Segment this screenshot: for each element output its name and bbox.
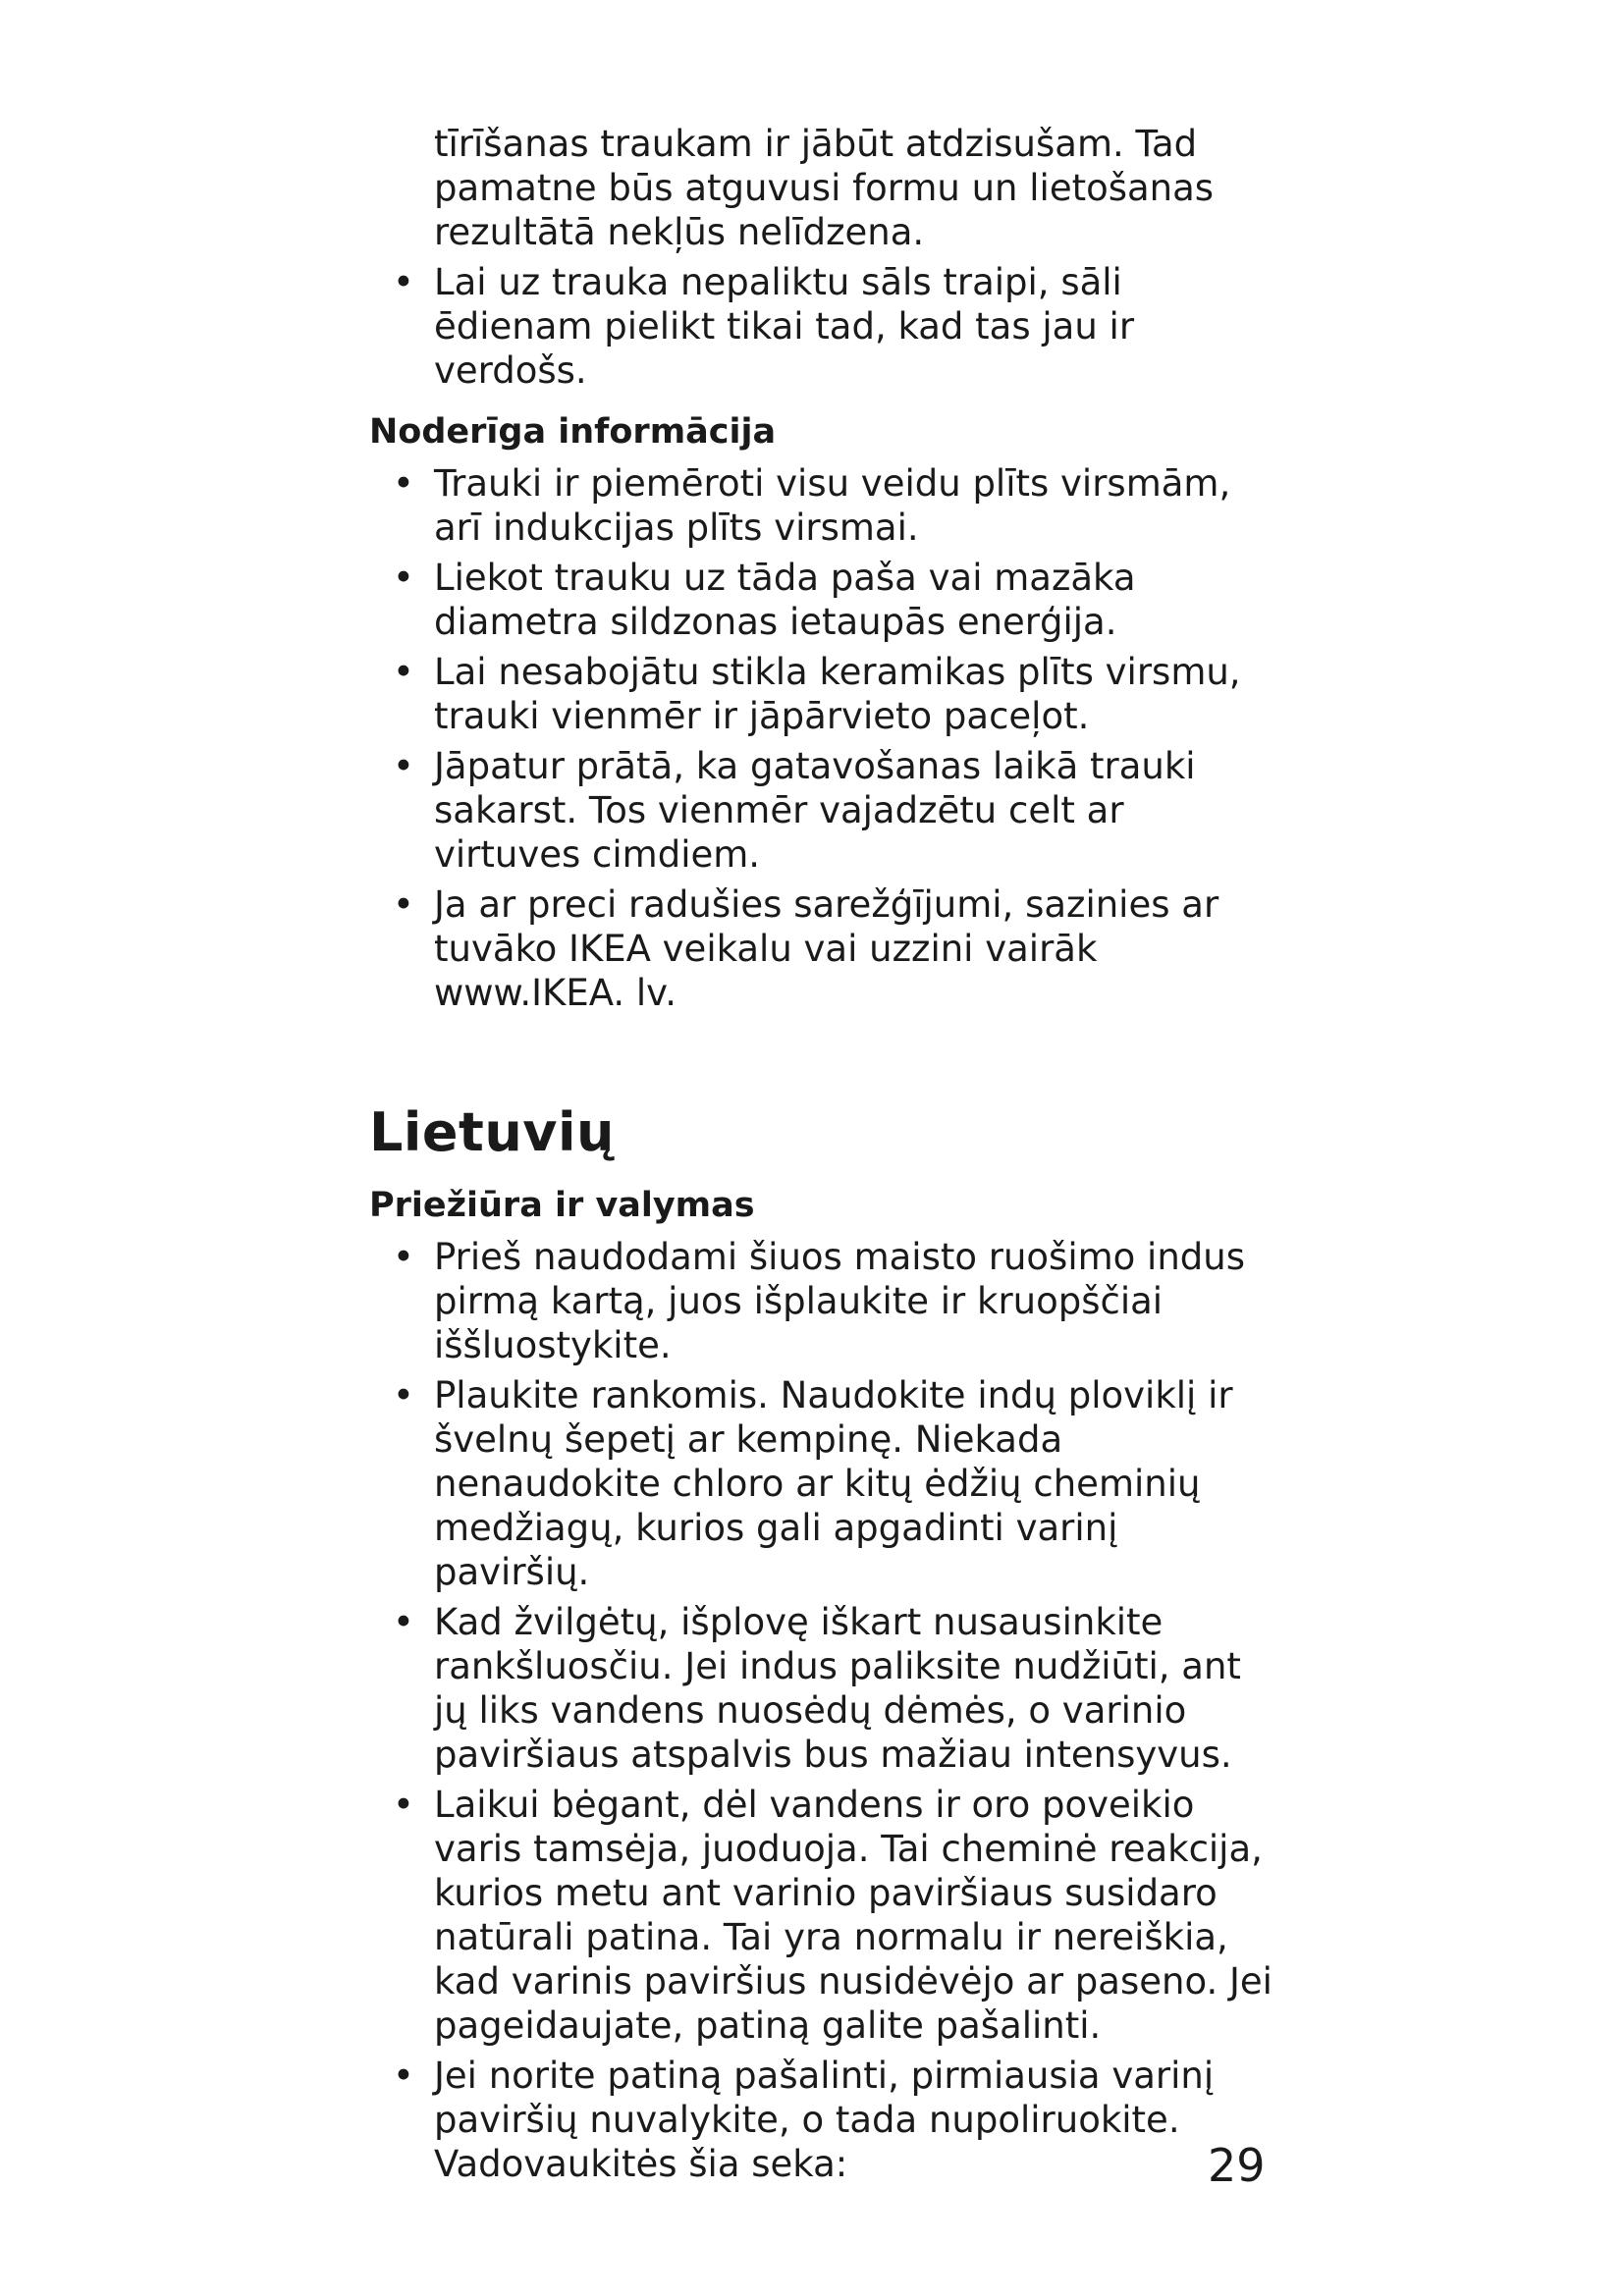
list-item (369, 1373, 1272, 1594)
list-item-text: Liekot trauku uz tāda paša vai mazāka diametra sildzonas ietaupās enerģija. (434, 557, 1136, 643)
lv-care-tail-list (369, 260, 1272, 393)
lt-language-heading: Lietuvių (369, 1101, 615, 1163)
document-page (369, 122, 1272, 2192)
list-item (369, 650, 1272, 738)
list-item (369, 1235, 1272, 1367)
bullet-icon: • (393, 2055, 414, 2097)
bullet-icon: • (393, 883, 414, 926)
list-item (369, 260, 1272, 393)
list-item (369, 556, 1272, 644)
bullet-icon: • (393, 1784, 414, 1826)
list-item-text: Jāpatur prātā, ka gatavošanas laikā trauki sakarst. Tos vienmēr vajadzētu celt ar virtuves cimdiem. (434, 745, 1196, 876)
bullet-icon: • (393, 745, 414, 787)
list-item-text: Jei norite patiną pašalinti, pirmiausia varinį paviršių nuvalykite, o tada nupoliruokite. Vadovaukitės šia seka: (434, 2055, 1215, 2185)
lv-useful-info-heading: Noderīga informācija (369, 412, 777, 452)
bullet-icon: • (393, 557, 414, 599)
list-item-text: Laikui bėgant, dėl vandens ir oro poveikio varis tamsėja, juoduoja. Tai cheminė reakcija, kurios metu ant varinio paviršiaus susidaro natūrali patina. Tai yra normalu ir nereiškia, kad varinis paviršius nusidėvėjo ar paseno. Jei pageidaujate, patiną galite pašalinti. (434, 1784, 1272, 2047)
list-item-text: Prieš naudodami šiuos maisto ruošimo indus pirmą kartą, juos išplaukite ir kruopščiai iššluostykite. (434, 1236, 1245, 1366)
bullet-icon: • (393, 261, 414, 303)
list-item-text: Kad žvilgėtų, išplovę iškart nusausinkite rankšluosčiu. Jei indus paliksite nudžiūti, ant jų liks vandens nuosėdų dėmės, o varinio paviršiaus atspalvis bus mažiau intensyvus. (434, 1601, 1241, 1776)
lt-care-heading: Priežiūra ir valymas (369, 1186, 755, 1225)
list-item-text: Plaukite rankomis. Naudokite indų ploviklį ir švelnų šepetį ar kempinę. Niekada nenaudokite chloro ar kitų ėdžių cheminių medžiagų, kurios gali apgadinti varinį paviršių. (434, 1374, 1233, 1593)
list-item (369, 461, 1272, 550)
bullet-icon: • (393, 1236, 414, 1278)
list-item-text: Lai nesabojātu stikla keramikas plīts virsmu, trauki vienmēr ir jāpārvieto paceļot. (434, 651, 1241, 737)
list-item (369, 882, 1272, 1015)
lt-care-list (369, 1235, 1272, 2186)
bullet-icon: • (393, 1601, 414, 1643)
page-number: 29 (1208, 2139, 1266, 2192)
bullet-icon: • (393, 651, 414, 693)
list-item (369, 744, 1272, 877)
list-item (369, 1783, 1272, 2048)
list-item-text: Ja ar preci radušies sarežģījumi, sazinies ar tuvāko IKEA veikalu vai uzzini vairāk www.IKEA. lv. (434, 883, 1219, 1014)
lv-useful-info-list (369, 461, 1272, 1015)
bullet-icon: • (393, 462, 414, 505)
bullet-icon: • (393, 1374, 414, 1416)
continuation-paragraph: tīrīšanas traukam ir jābūt atdzisušam. Tad pamatne būs atguvusi formu un lietošanas rezultātā nekļūs nelīdzena. (434, 123, 1215, 253)
list-item (369, 1600, 1272, 1777)
list-item-text: Trauki ir piemēroti visu veidu plīts virsmām, arī indukcijas plīts virsmai. (434, 462, 1231, 549)
list-item-text: Lai uz trauka nepaliktu sāls traipi, sāli ēdienam pielikt tikai tad, kad tas jau ir verdošs. (434, 261, 1135, 392)
list-item (369, 2054, 1272, 2186)
